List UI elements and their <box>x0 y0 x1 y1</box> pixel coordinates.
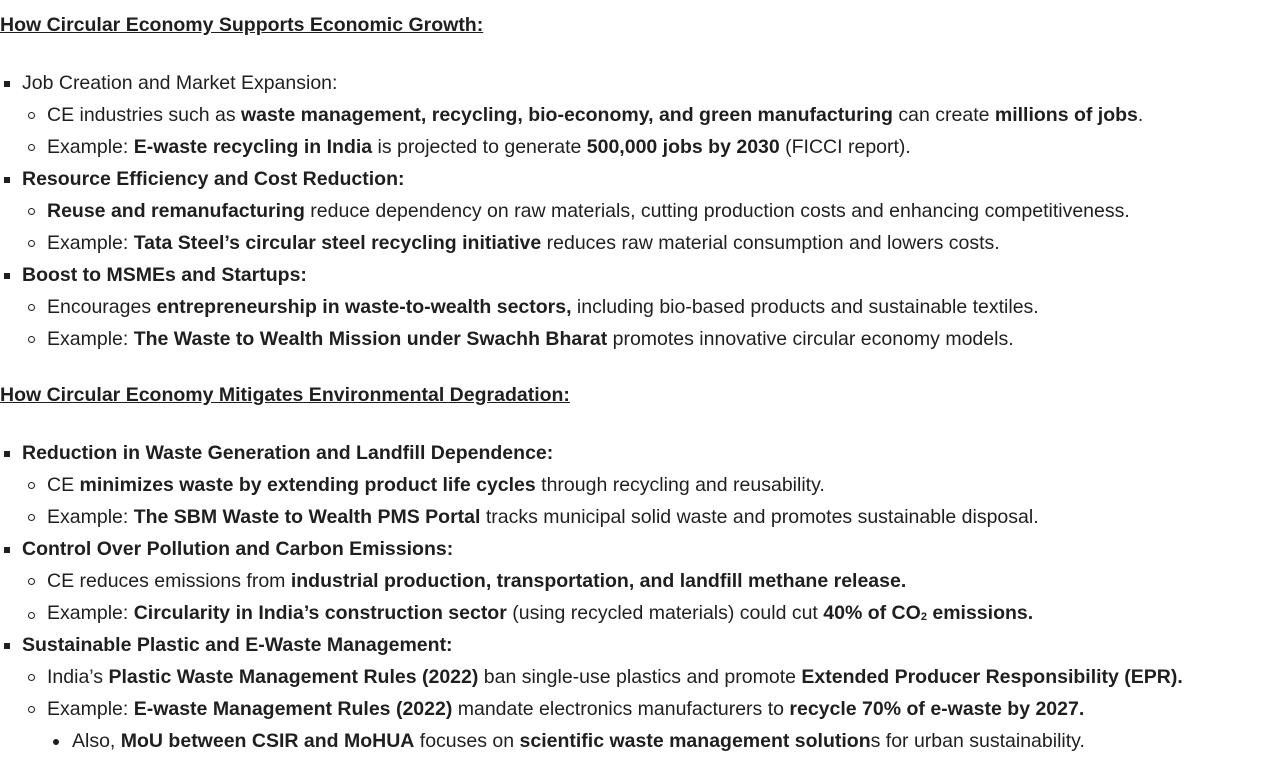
sub-list-item <box>47 601 1033 629</box>
text: through recycling and reusability. <box>535 474 825 496</box>
text: CE industries such as <box>47 104 242 126</box>
section-heading: How Circular Economy Mitigates Environmental Degradation: <box>0 384 570 406</box>
sub-list-item <box>47 569 906 593</box>
square-bullet-icon <box>4 81 10 87</box>
text: mandate electronics manufacturers to <box>452 698 790 720</box>
disc-bullet-icon <box>53 739 59 745</box>
square-bullet-icon <box>4 643 10 649</box>
list-item <box>22 167 405 191</box>
text: promotes innovative circular economy models. <box>607 328 1014 350</box>
circle-bullet-icon <box>28 706 35 713</box>
bold-text: Reduction in Waste Generation and Landfill Dependence: <box>22 442 554 464</box>
text: Job Creation and Market Expansion: <box>22 72 338 94</box>
bold-text: Control Over Pollution and Carbon Emissions: <box>22 538 454 560</box>
text: Example: <box>47 698 134 720</box>
bold-text: The SBM Waste to Wealth PMS Portal <box>133 506 481 528</box>
text: tracks municipal solid waste and promotes sustainable disposal. <box>480 506 1039 528</box>
list-item <box>22 441 553 465</box>
square-bullet-icon <box>4 177 10 183</box>
circle-bullet-icon <box>28 144 35 151</box>
bold-text: emissions. <box>926 602 1034 624</box>
circle-bullet-icon <box>28 336 35 343</box>
circle-bullet-icon <box>28 240 35 247</box>
bold-text: Circularity in India’s construction sector <box>133 602 507 624</box>
bold-text: millions of jobs <box>994 104 1138 126</box>
circle-bullet-icon <box>28 208 35 215</box>
circle-bullet-icon <box>28 482 35 489</box>
sub-list-item <box>47 103 1143 127</box>
square-bullet-icon <box>4 547 10 553</box>
sub-list-item <box>47 473 825 497</box>
bold-text: industrial production, transportation, and landfill methane release. <box>290 570 907 592</box>
bold-text: E-waste recycling in India <box>133 136 373 158</box>
list-item <box>22 537 453 561</box>
text: s for urban sustainability. <box>870 730 1085 752</box>
sub-list-item <box>47 505 1039 529</box>
text: Example: <box>47 506 134 528</box>
text: CE reduces emissions from <box>47 570 291 592</box>
bold-text: Reuse and remanufacturing <box>47 200 305 222</box>
bold-text: waste management, recycling, bio-economy, and green manufacturing <box>241 104 893 126</box>
bold-text: E-waste Management Rules (2022) <box>133 698 453 720</box>
circle-bullet-icon <box>28 514 35 521</box>
bold-text: Sustainable Plastic and E-Waste Management: <box>22 634 453 656</box>
bold-text: MoU between CSIR and MoHUA <box>120 730 415 752</box>
bold-text: Tata Steel’s circular steel recycling initiative <box>133 232 542 254</box>
text: Also, <box>72 730 121 752</box>
text: (FICCI report). <box>779 136 911 158</box>
text: Encourages <box>47 296 157 318</box>
text: Example: <box>47 602 134 624</box>
sub-list-item <box>47 231 1000 255</box>
sub-list-item <box>47 327 1014 351</box>
sub-list-item <box>47 135 911 159</box>
circle-bullet-icon <box>28 612 35 619</box>
sub-list-item <box>47 665 1183 689</box>
bold-text: The Waste to Wealth Mission under Swachh Bharat <box>133 328 608 350</box>
bold-text: recycle 70% of e-waste by 2027. <box>789 698 1085 720</box>
text: Example: <box>47 328 134 350</box>
sub-list-item <box>47 295 1039 319</box>
text: is projected to generate <box>372 136 587 158</box>
circle-bullet-icon <box>28 674 35 681</box>
text: including bio-based products and sustainable textiles. <box>571 296 1039 318</box>
sub-list-item <box>47 697 1084 721</box>
text: India’s <box>47 666 109 688</box>
text: . <box>1137 104 1144 126</box>
section-heading: How Circular Economy Supports Economic Growth: <box>0 14 484 36</box>
bold-text: Boost to MSMEs and Startups: <box>22 264 307 286</box>
list-item <box>22 633 453 657</box>
text: can create <box>892 104 995 126</box>
circle-bullet-icon <box>28 304 35 311</box>
text: reduces raw material consumption and lowers costs. <box>541 232 1000 254</box>
bold-text: minimizes waste by extending product life cycles <box>79 474 536 496</box>
text: Example: <box>47 136 134 158</box>
bold-text: Resource Efficiency and Cost Reduction: <box>22 168 405 190</box>
list-item <box>22 71 337 95</box>
bold-text: Extended Producer Responsibility (EPR). <box>801 666 1183 688</box>
list-item <box>22 263 307 287</box>
text: reduce dependency on raw materials, cutting production costs and enhancing competitiveness. <box>304 200 1130 222</box>
text: Example: <box>47 232 134 254</box>
square-bullet-icon <box>4 273 10 279</box>
bold-text: entrepreneurship in waste-to-wealth sectors, <box>156 296 572 318</box>
bold-text: scientific waste management solution <box>519 730 871 752</box>
bold-text: Plastic Waste Management Rules (2022) <box>108 666 479 688</box>
circle-bullet-icon <box>28 578 35 585</box>
text: ban single-use plastics and promote <box>478 666 802 688</box>
sub-list-item <box>47 199 1130 223</box>
square-bullet-icon <box>4 451 10 457</box>
bold-text: 2 <box>920 611 927 623</box>
text: (using recycled materials) could cut <box>506 602 824 624</box>
bold-text: 500,000 jobs by 2030 <box>586 136 780 158</box>
text: CE <box>47 474 80 496</box>
text: focuses on <box>414 730 520 752</box>
nested-list-item <box>72 729 1085 753</box>
bold-text: 40% of CO <box>823 602 921 624</box>
circle-bullet-icon <box>28 112 35 119</box>
